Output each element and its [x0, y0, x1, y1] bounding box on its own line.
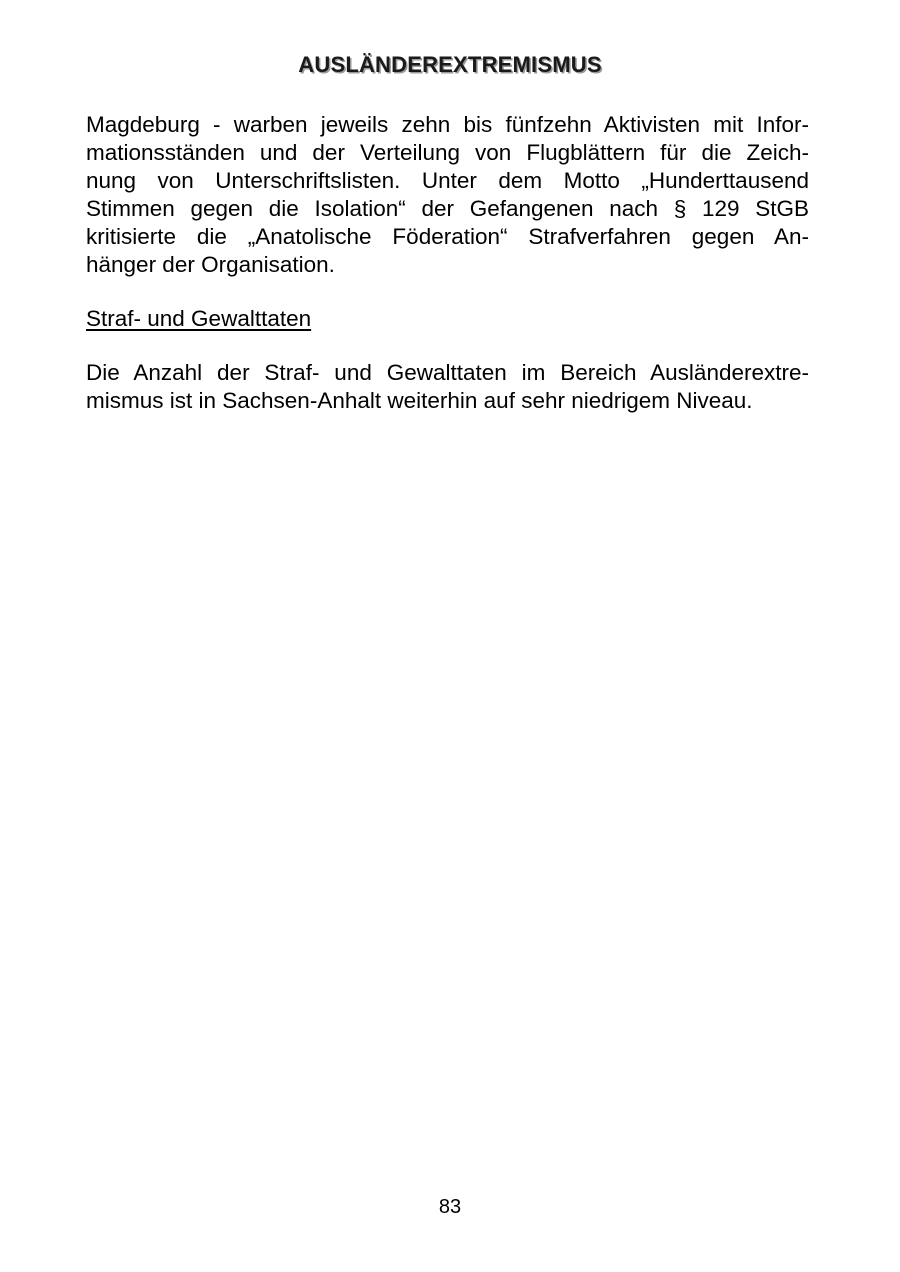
paragraph-offences	[86, 359, 809, 415]
paragraph-line: Die Anzahl der Straf- und Gewalttaten im Bereich Ausländerextre-	[86, 360, 809, 385]
page-number: 83	[438, 1196, 462, 1218]
paragraph-line: mationsständen und der Verteilung von Flugblättern für die Zeich-	[86, 140, 809, 165]
page-header-title: AUSLÄNDEREXTREMISMUS	[298, 52, 602, 77]
paragraph-line: Stimmen gegen die Isolation“ der Gefangenen nach § 129 StGB	[86, 196, 809, 221]
paragraph-line: mismus ist in Sachsen-Anhalt weiterhin auf sehr niedrigem Niveau.	[86, 388, 753, 413]
section-subheading: Straf- und Gewalttaten	[86, 306, 312, 331]
paragraph-line: nung von Unterschriftslisten. Unter dem Motto „Hunderttausend	[86, 168, 809, 193]
page-body	[86, 111, 809, 415]
paragraph-line: kritisierte die „Anatolische Föderation“ Strafverfahren gegen An-	[86, 224, 809, 249]
paragraph-line: hänger der Organisation.	[86, 252, 335, 277]
paragraph-activists	[86, 111, 809, 279]
paragraph-line: Magdeburg - warben jeweils zehn bis fünfzehn Aktivisten mit Infor-	[86, 112, 809, 137]
